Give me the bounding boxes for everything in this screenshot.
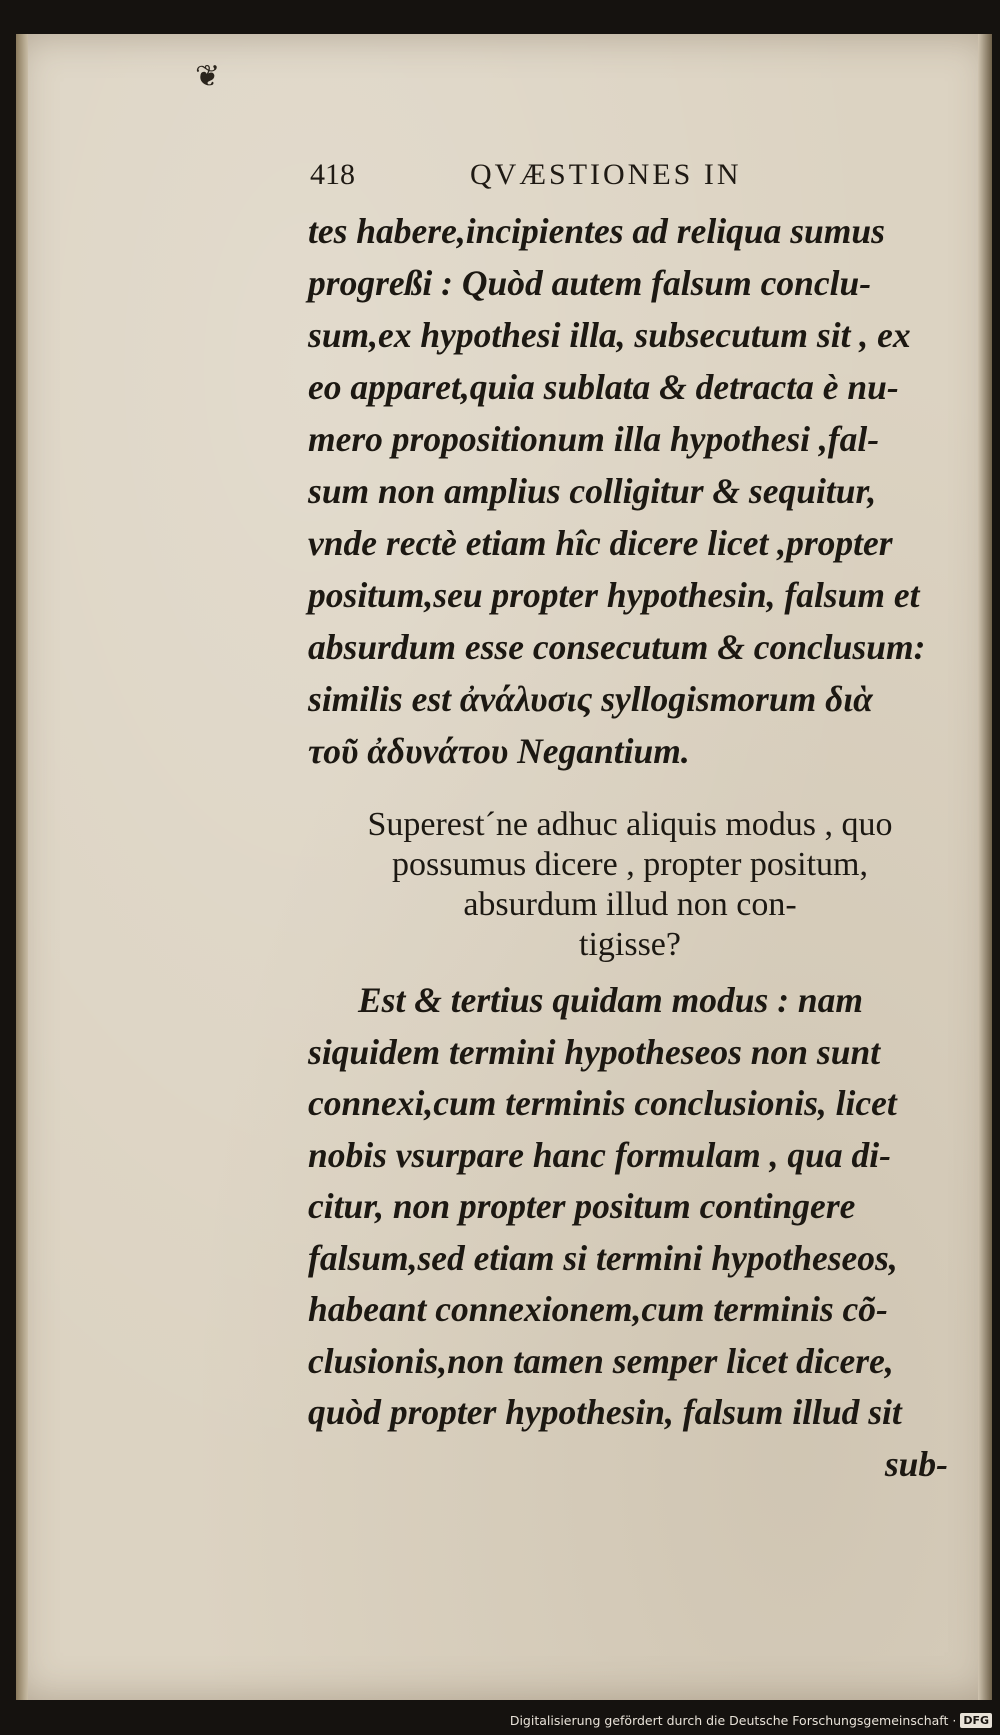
dfg-logo: DFG <box>960 1713 992 1728</box>
text-line: connexi,cum terminis conclusionis, licet <box>308 1083 897 1123</box>
digitization-credit <box>510 1709 992 1731</box>
paragraph-continuation <box>308 205 948 777</box>
text-line: citur, non propter positum contingere <box>308 1186 856 1226</box>
question-line: possumus dicere , propter positum, <box>392 846 868 883</box>
question-line: tigisse? <box>579 926 681 963</box>
text-line: mero propositionum illa hypothesi ,fal- <box>308 419 880 459</box>
answer-paragraph <box>308 975 948 1490</box>
text-line: nobis vsurpare hanc formulam , qua di- <box>308 1134 891 1175</box>
page-header <box>310 158 950 198</box>
text-line: tes habere,incipientes ad reliqua sumus <box>308 211 885 251</box>
text-line: progreßi : Quòd autem falsum conclu- <box>308 263 872 303</box>
text-line: habeant connexionem,cum terminis cõ- <box>308 1289 888 1329</box>
text-line: siquidem termini hypotheseos non sunt <box>308 1031 881 1072</box>
text-line: falsum,sed etiam si termini hypotheseos, <box>308 1237 898 1278</box>
question-line: absurdum illud non con- <box>463 886 797 923</box>
question-line: Superest´ne adhuc aliquis modus , quo <box>367 806 893 843</box>
catchword: sub- <box>884 1443 948 1484</box>
text-line: τοῦ ἀδυνάτου Negantium. <box>308 731 690 771</box>
question-heading <box>310 805 950 965</box>
running-title: QVÆSTIONES IN <box>470 158 742 191</box>
credit-text: Digitalisierung gefördert durch die Deutsche Forschungsgemeinschaft · <box>509 1712 957 1728</box>
page-edge-left <box>16 34 28 1700</box>
page-number: 418 <box>310 158 355 191</box>
page-edge-right <box>978 34 992 1700</box>
text-line: clusionis,non tamen semper licet dicere, <box>308 1340 894 1381</box>
text-line: eo apparet,quia sublata & detracta è nu- <box>308 367 899 407</box>
text-line: positum,seu propter hypothesin, falsum et <box>308 575 920 615</box>
text-line: sum,ex hypothesi illa, subsecutum sit , ex <box>308 315 911 355</box>
ornament-mark: ❦ <box>195 59 221 94</box>
text-line: similis est ἀνάλυσις syllogismorum διὰ <box>308 679 873 719</box>
text-line: Est & tertius quidam modus : nam <box>358 980 864 1020</box>
text-line: quòd propter hypothesin, falsum illud sit <box>308 1392 902 1432</box>
text-line: sum non amplius colligitur & sequitur, <box>308 471 877 511</box>
text-line: vnde rectè etiam hîc dicere licet ,propter <box>308 523 893 563</box>
text-line: absurdum esse consecutum & conclusum: <box>308 627 926 667</box>
